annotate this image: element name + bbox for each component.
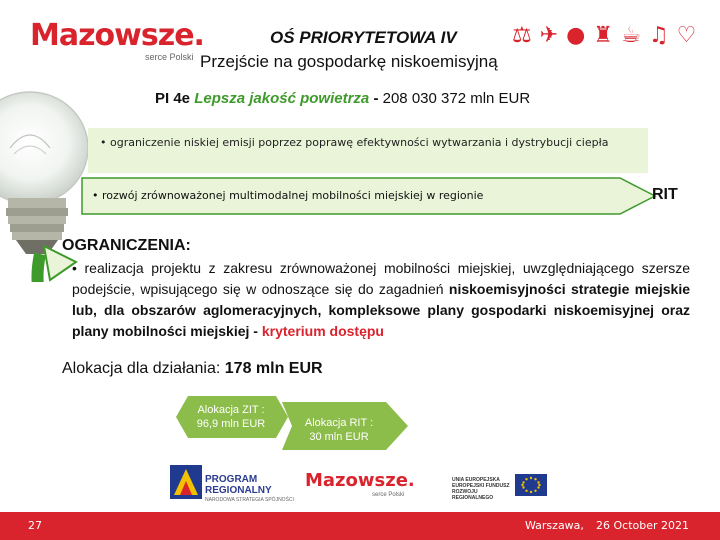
page-title: OŚ PRIORYTETOWA IV — [270, 28, 457, 47]
footer-date: 26 October 2021 — [596, 519, 690, 532]
allocation-value: 178 mln EUR — [224, 360, 323, 377]
priority-name: Lepsza jakość powietrza — [194, 90, 370, 107]
access-criterion: kryterium dostępu — [261, 323, 384, 339]
restrictions-text — [72, 258, 690, 342]
objective-text-2: • rozwój zrównoważonej multimodalnej mobilności miejskiej w regionie — [92, 189, 484, 202]
page-subtitle: Przejście na gospodarkę niskoemisyjną — [200, 52, 498, 71]
priority-line — [155, 90, 530, 107]
footer-logo-tagline: serce Polski — [372, 492, 405, 498]
heart-icon: ♡ — [676, 23, 697, 48]
allocation-label: Alokacja dla działania: — [62, 360, 225, 377]
restrictions-bold: niskoemisyjności strategie miejskie lub, dla obszarów aglomeracyjnych, kompleksowe plany gospodarki niskoemisyjnej oraz plany mobilności miejskiej - — [72, 281, 690, 339]
footer-mazowsze-logo: Mazowsze. — [305, 470, 415, 491]
eu-flag-icon — [515, 474, 547, 496]
eu-text: UNIA EUROPEJSKA EUROPEJSKI FUNDUSZ ROZWOJU REGIONALNEGO — [452, 477, 510, 501]
page-number: 27 — [28, 519, 42, 532]
program-line-2: REGIONALNY — [205, 485, 272, 496]
priority-code: PI 4e — [155, 90, 191, 107]
program-regionalny-logo-icon — [170, 465, 202, 499]
allocation-line — [62, 360, 323, 378]
program-line-1: PROGRAM — [205, 474, 258, 485]
restrictions-part1: • realizacja projektu z zakresu zrównoważonej mobilności miejskiej, uwzględniającego szersze podejście, wpisującego się w odnoszące się do zagadnień — [72, 260, 690, 297]
music-icon: ♫ — [648, 23, 669, 48]
priority-amount: 208 030 372 mln EUR — [382, 90, 531, 107]
objective-text-1: • ograniczenie niskiej emisji poprzez poprawę efektywności wytwarzania i dystrybucji ciepła — [100, 136, 609, 149]
chair-icon: ♜ — [593, 23, 614, 48]
header-icons — [512, 24, 696, 48]
objective-box-1 — [88, 128, 648, 173]
rit-allocation-chip: Alokacja RIT : 30 mln EUR — [304, 417, 374, 443]
priority-separator: - — [369, 90, 383, 107]
rit-label: RIT — [652, 186, 678, 203]
footer-place: Warszawa, — [525, 519, 584, 532]
restrictions-heading: OGRANICZENIA: — [62, 237, 191, 254]
scales-icon: ⚖ — [512, 23, 532, 48]
logo-tagline: serce Polski — [145, 52, 194, 62]
zit-allocation-chip: Alokacja ZIT : 96,9 mln EUR — [196, 404, 266, 430]
bird-icon: ✈ — [539, 23, 559, 48]
mazowsze-logo: Mazowsze. — [30, 18, 204, 53]
mug-icon: ☕ — [621, 23, 641, 48]
program-sub: NARODOWA STRATEGIA SPÓJNOŚCI — [205, 497, 294, 503]
program-regionalny-text — [205, 474, 272, 496]
dots-icon: ● — [566, 23, 586, 48]
